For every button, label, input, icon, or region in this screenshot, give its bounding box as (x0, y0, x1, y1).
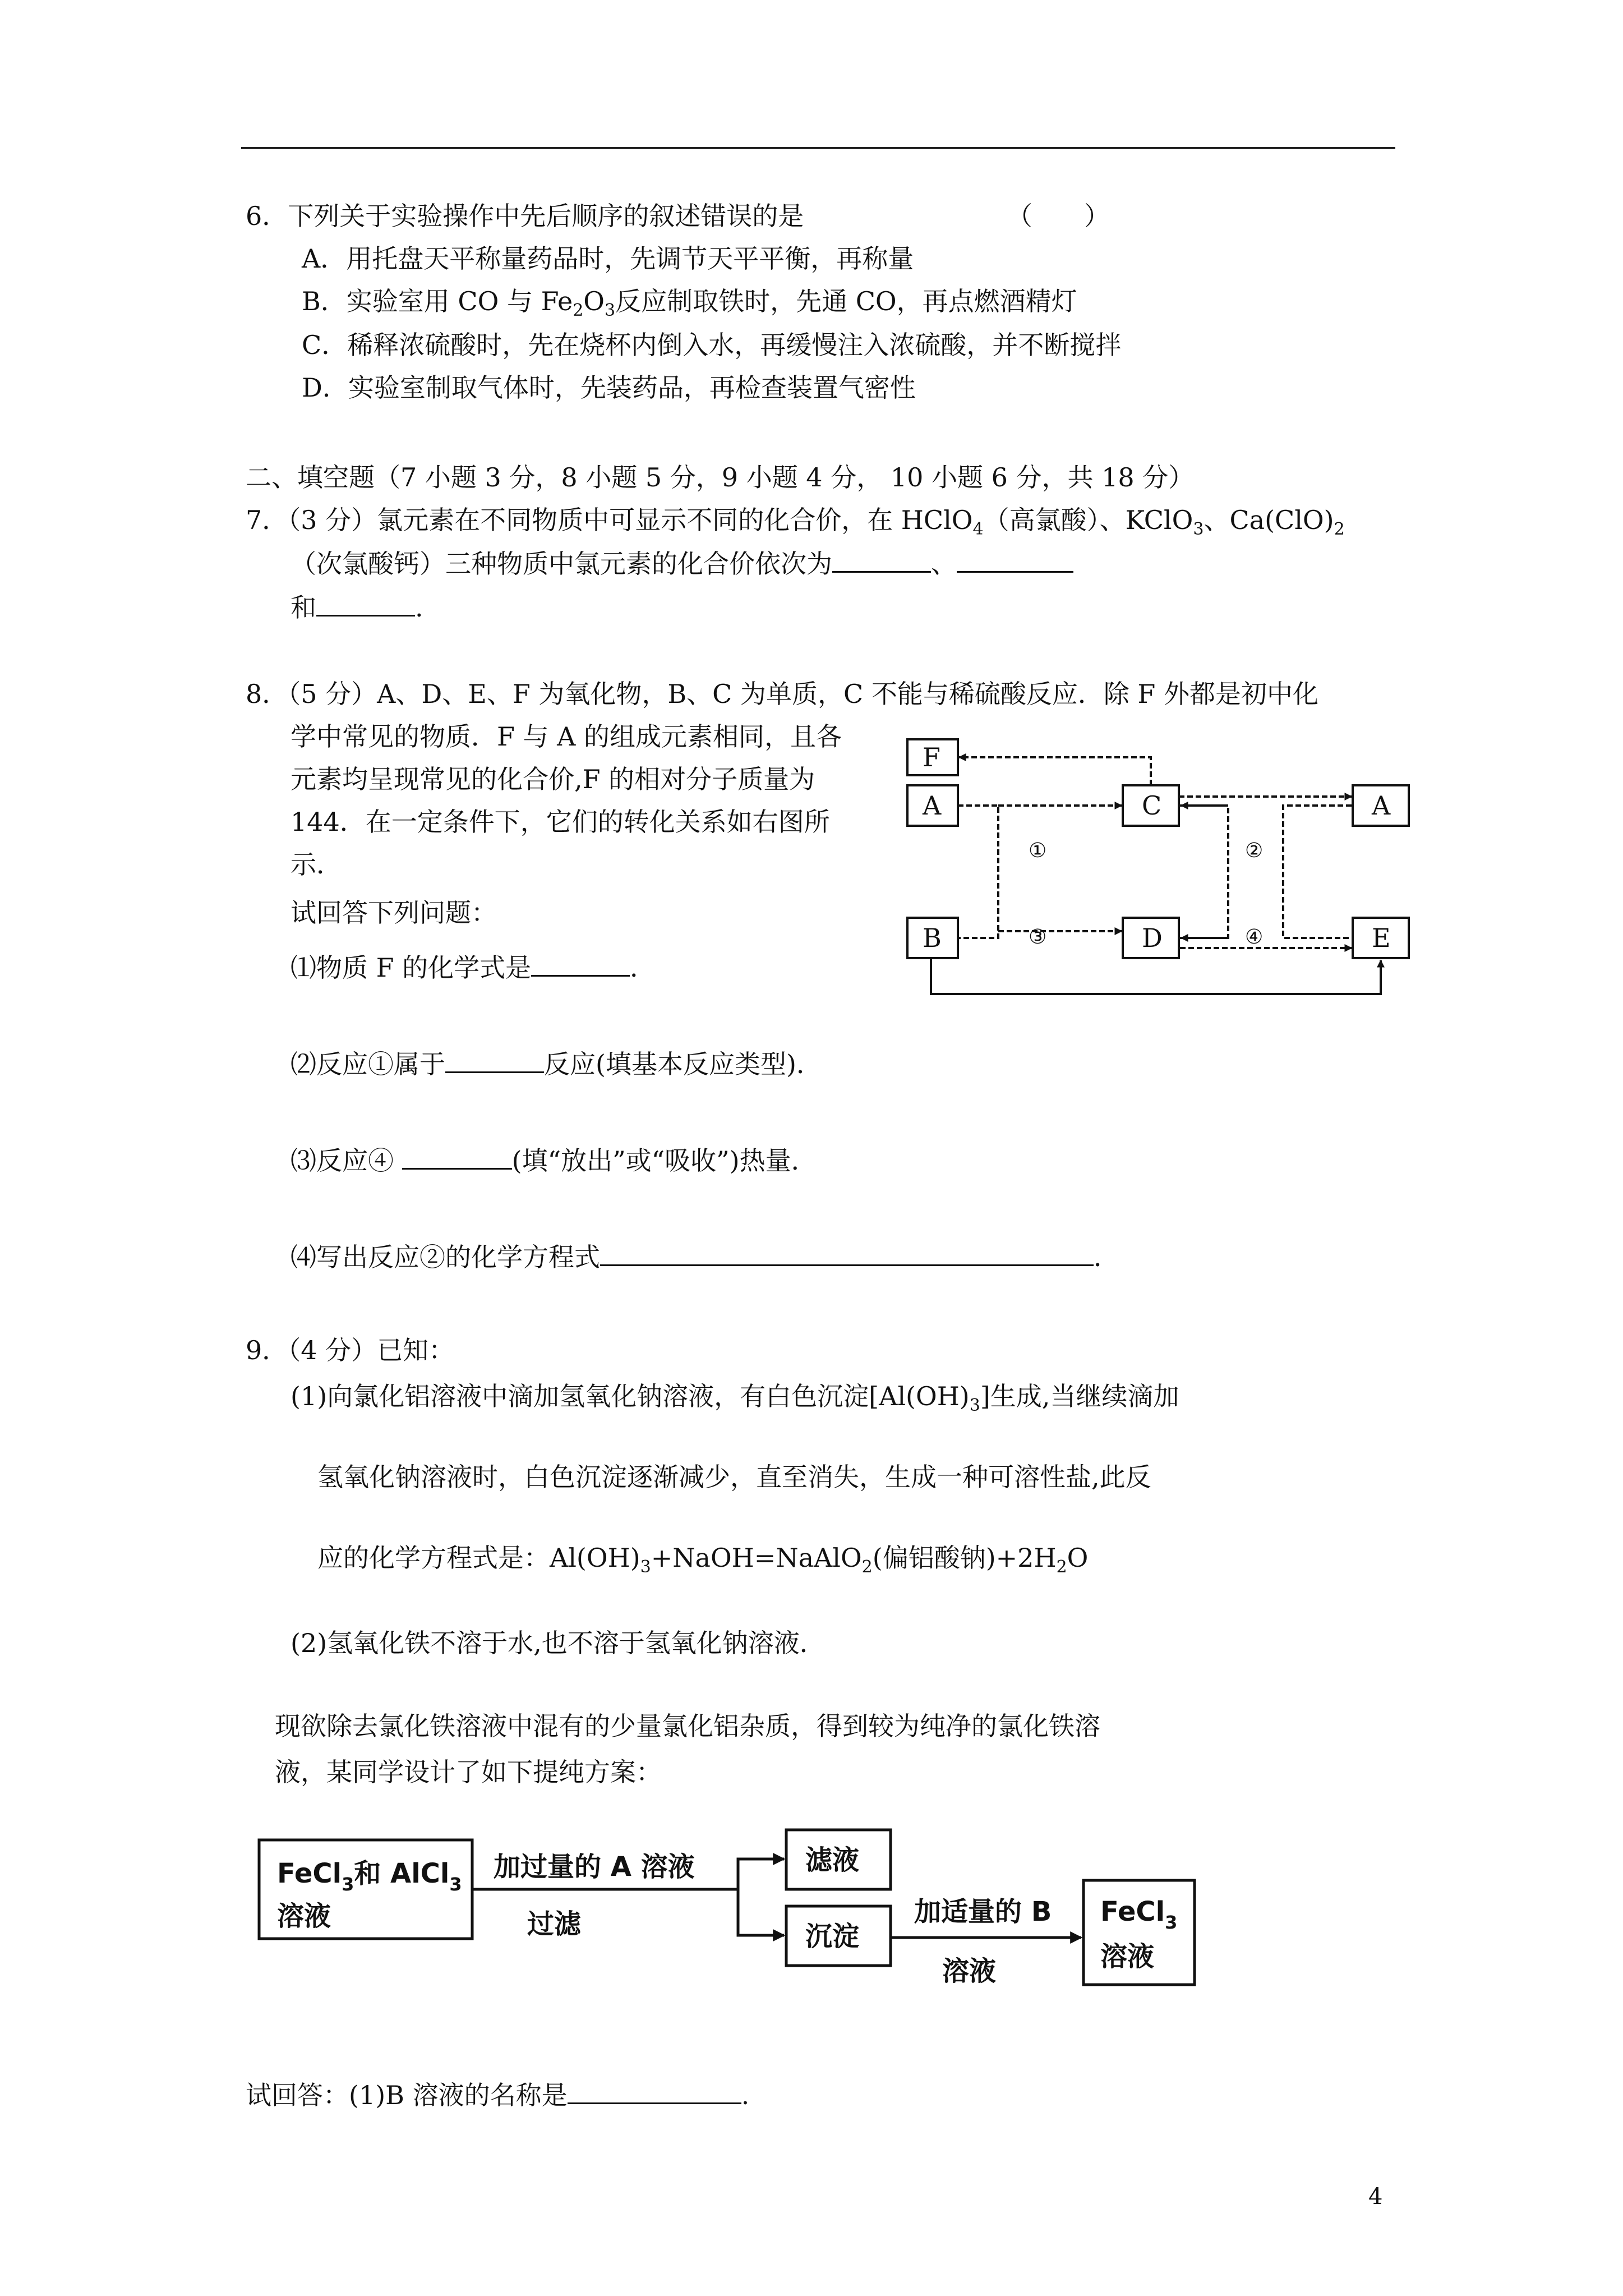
q6-stem: 6．下列关于实验操作中先后顺序的叙述错误的是 (246, 201, 804, 231)
q8-line-6: 试回答下列问题： (291, 898, 497, 928)
node-a-left-label: A (923, 790, 942, 821)
reaction-4-label: ④ (1245, 926, 1264, 949)
q6-option-c: C．稀释浓硫酸时，先在烧杯内倒入水，再缓慢注入浓硫酸，并不断搅拌 (302, 330, 1122, 360)
flow-filtrate-label: 滤液 (805, 1844, 860, 1876)
reaction-1-label: ① (1029, 839, 1047, 862)
flow-arrow-to-filtrate (738, 1859, 784, 1889)
flow-final-label-2: 溶液 (1100, 1941, 1155, 1972)
q6-option-a: A．用托盘天平称量药品时，先调节天平平衡，再称量 (302, 243, 914, 274)
q8-part-4: ⑷写出反应②的化学方程式 ． (291, 1242, 1119, 1272)
flow-step-1-reagent: 加过量的 A 溶液 (494, 1851, 695, 1883)
flow-step-1-operation: 过滤 (527, 1908, 582, 1940)
node-e-label: E (1372, 923, 1391, 953)
q9-blank-1[interactable] (568, 2081, 741, 2104)
q8-part-3: ⑶反应④ (填“放出”或“吸收”)热量． (291, 1145, 817, 1176)
node-c-label: C (1142, 790, 1162, 821)
q9-known-1-line-2: 氢氧化钠溶液时，白色沉淀逐渐减少，直至消失，生成一种可溶性盐,此反 (317, 1462, 1151, 1492)
q8-line-1: 8．（5 分）A、D、E、F 为氧化物，B、C 为单质，C 不能与稀硫酸反应．除 F 外都是初中化 (246, 679, 1318, 709)
flow-step-2-reagent-2: 溶液 (942, 1955, 997, 1987)
node-a-right-label: A (1372, 790, 1391, 821)
q6-option-b: B．实验室用 CO 与 $Fe_2O_3$反应制取铁时，先通 CO，再点燃酒精灯 (302, 286, 1077, 320)
flow-final-label: FeCl$_3$ (1100, 1896, 1178, 1933)
q9-line-1: 9．（4 分）已知： (246, 1335, 455, 1365)
q7-line-1: 7．（3 分）氯元素在不同物质中可显示不同的化合价，在 HClO$_4$（高氯酸）、KClO$_3$、$Ca(ClO)_2$ (246, 505, 1345, 539)
q9-scenario-line-1: 现欲除去氯化铁溶液中混有的少量氯化铝杂质，得到较为纯净的氯化铁溶 (275, 1711, 1100, 1741)
flow-arrow-to-precipitate (738, 1889, 784, 1935)
flow-mixture-label: FeCl$_3$和 AlCl$_3$ (277, 1858, 462, 1895)
q8-part-1: ⑴物质 F 的化学式是 ． (291, 953, 656, 983)
node-f-label: F (923, 742, 940, 772)
q8-part-2: ⑵反应①属于 反应(填基本反应类型)． (291, 1049, 822, 1079)
q8-line-2: 学中常见的物质．F 与 A 的组成元素相同，且各 (291, 721, 842, 752)
q6-option-d: D．实验室制取气体时，先装药品，再检查装置气密性 (302, 372, 916, 403)
q8-line-5: 示． (291, 849, 342, 880)
section-2-heading: 二、填空题（7 小题 3 分，8 小题 5 分，9 小题 4 分， 10 小题 6 分，共 18 分） (246, 462, 1195, 493)
flow-step-2-reagent: 加适量的 B (914, 1896, 1052, 1927)
node-b-label: B (923, 923, 942, 953)
flow-precipitate-label: 沉淀 (805, 1921, 860, 1952)
q9-known-1-equation: 应的化学方程式是：$Al(OH)_3+NaOH=NaAlO_2$(偏铝酸钠)$+2H_2O$ (317, 1543, 1089, 1577)
reaction-3-label: ③ (1029, 926, 1047, 949)
q8-line-4: 144．在一定条件下，它们的转化关系如右图所 (291, 807, 830, 837)
node-d-label: D (1142, 923, 1163, 953)
q7-line-3: 和 . (291, 592, 423, 623)
q9-known-1: (1)向氯化铝溶液中滴加氢氧化钠溶液，有白色沉淀$[Al(OH)_3]$生成,当继续滴加 (291, 1381, 1179, 1415)
page-number: 4 (1368, 2184, 1383, 2210)
q7-line-2: （次氯酸钙）三种物质中氯元素的化合价依次为 、 (291, 550, 1073, 577)
q9-known-2: (2)氢氧化铁不溶于水,也不溶于氢氧化钠溶液． (291, 1628, 826, 1658)
flow-mixture-label-2: 溶液 (277, 1901, 331, 1932)
q8-line-3: 元素均呈现常见的化合价,F 的相对分子质量为 (291, 764, 815, 794)
q9-question-1: 试回答：(1)B 溶液的名称是 . (246, 2080, 750, 2110)
q9-scenario-line-2: 液，某同学设计了如下提纯方案： (275, 1757, 662, 1787)
q6-answer-paren: （ ） (1007, 201, 1110, 231)
reaction-2-label: ② (1245, 839, 1264, 862)
